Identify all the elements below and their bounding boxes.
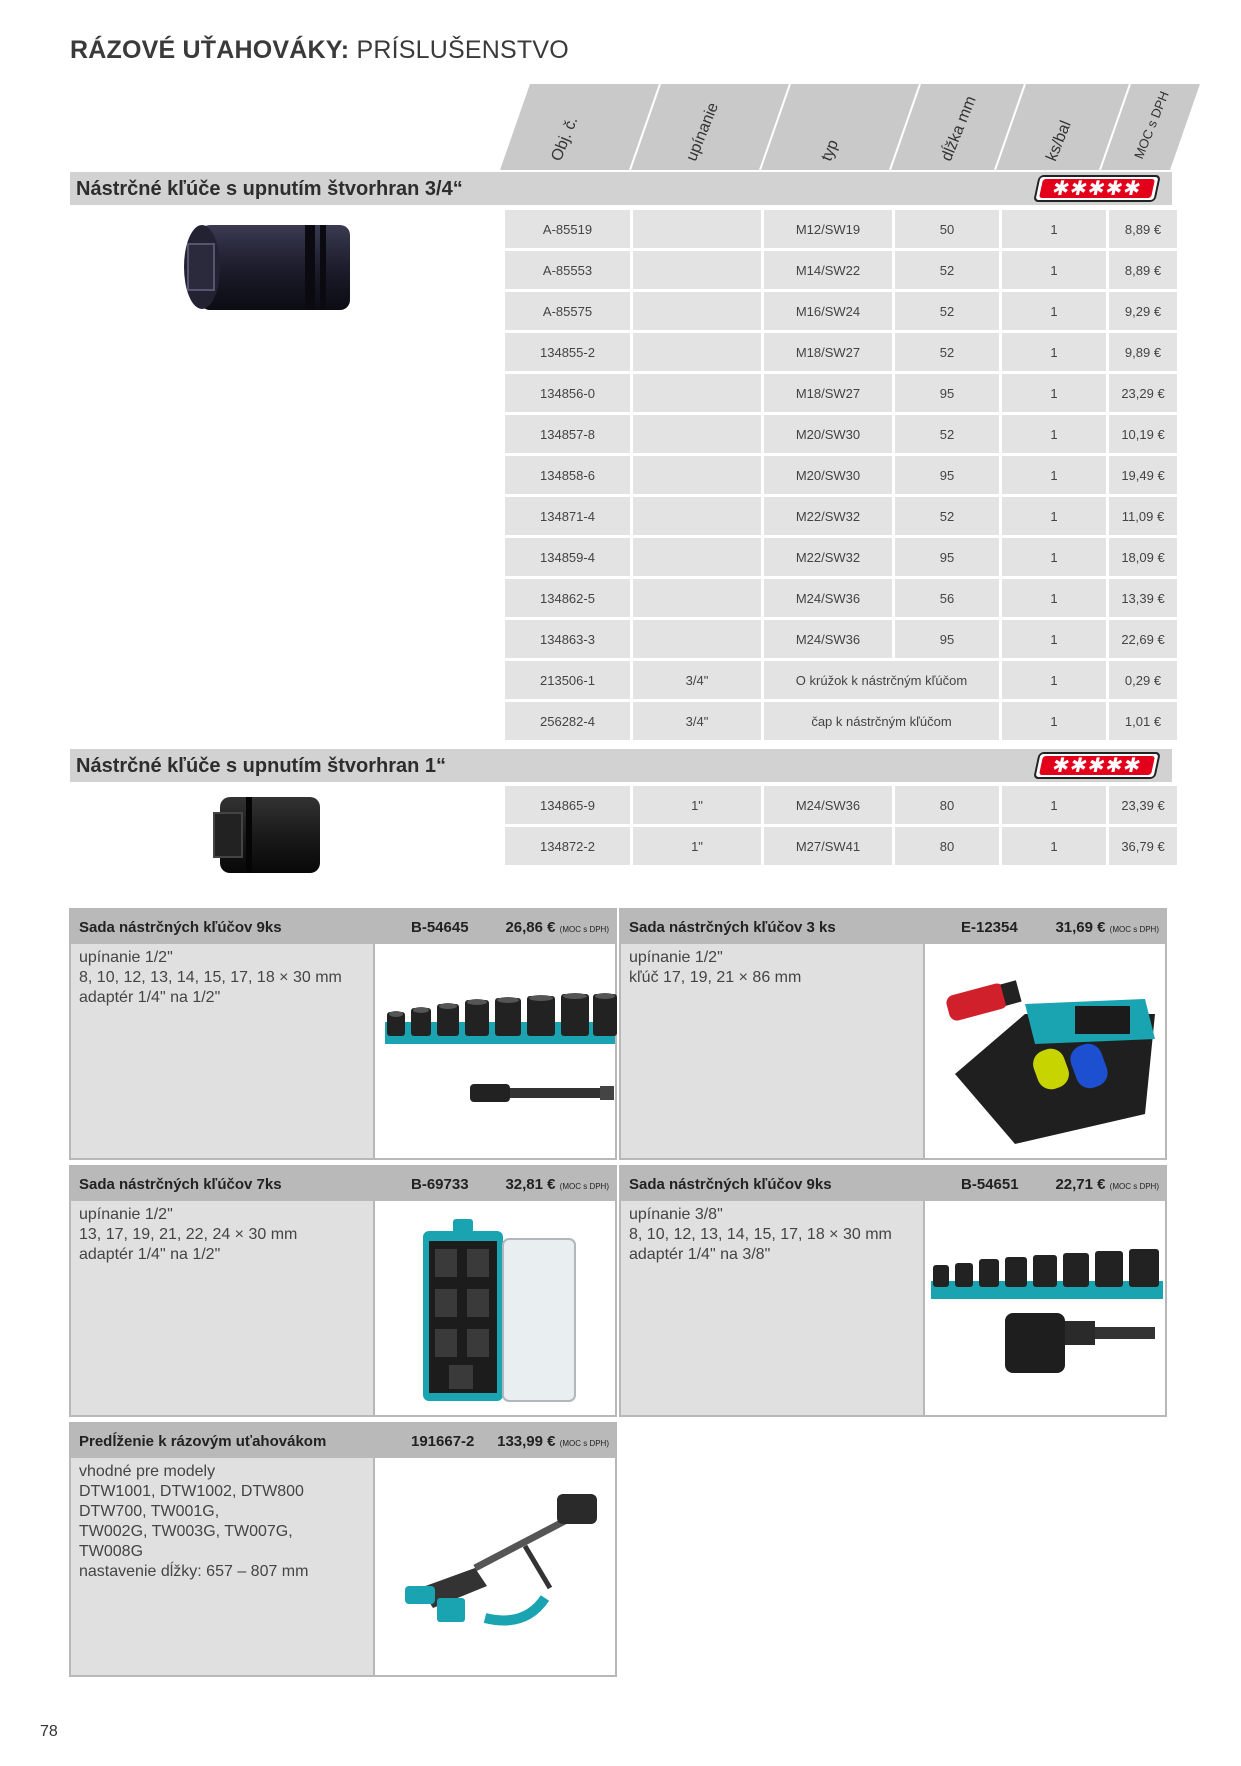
socket-set-image bbox=[375, 944, 619, 1158]
table-cell-up bbox=[633, 292, 761, 330]
table-row bbox=[505, 702, 1177, 740]
table-cell-num: 134871-4 bbox=[505, 497, 630, 535]
table-cell-up bbox=[633, 333, 761, 371]
set-price-value: 22,71 € bbox=[1055, 1176, 1106, 1193]
table-cell-pr: 19,49 € bbox=[1109, 456, 1177, 494]
table-cell-pr: 18,09 € bbox=[1109, 538, 1177, 576]
set-description bbox=[71, 944, 373, 1158]
table-cell-typ: M24/SW36 bbox=[764, 620, 892, 658]
table-cell-typ: M24/SW36 bbox=[764, 786, 892, 824]
set-line: nastavenie dĺžky: 657 – 807 mm bbox=[79, 1563, 309, 1580]
table-cell-up: 3/4" bbox=[633, 661, 761, 699]
table-cell-up bbox=[633, 456, 761, 494]
table-cell-num: 134872-2 bbox=[505, 827, 630, 865]
table-cell-up: 1" bbox=[633, 827, 761, 865]
set-price-value: 26,86 € bbox=[505, 919, 556, 936]
table-row bbox=[505, 579, 1177, 617]
set-header bbox=[71, 910, 615, 944]
table-cell-num: 134858-6 bbox=[505, 456, 630, 494]
socket-case-image bbox=[375, 1201, 619, 1415]
set-box-191667-2 bbox=[69, 1422, 617, 1677]
set-name: Sada nástrčných kľúčov 3 ks bbox=[629, 919, 836, 936]
table-row bbox=[505, 827, 1177, 865]
table-cell-pr: 13,39 € bbox=[1109, 579, 1177, 617]
column-header-obj: Obj. č. bbox=[548, 114, 582, 164]
table-cell-typ: M12/SW19 bbox=[764, 210, 892, 248]
set-code: B-54645 bbox=[411, 919, 469, 936]
table-row bbox=[505, 620, 1177, 658]
set-box-b-54645 bbox=[69, 908, 617, 1160]
rating-stars-badge bbox=[1033, 752, 1161, 779]
table-cell-typ: M22/SW32 bbox=[764, 497, 892, 535]
set-description bbox=[621, 1201, 923, 1415]
table-cell-pr: 23,39 € bbox=[1109, 786, 1177, 824]
table-cell-pr: 22,69 € bbox=[1109, 620, 1177, 658]
section-title: Nástrčné kľúče s upnutím štvorhran 3/4“ bbox=[76, 178, 463, 200]
set-line: upínanie 3/8" bbox=[629, 1206, 723, 1223]
set-line: kľúč 17, 19, 21 × 86 mm bbox=[629, 969, 802, 986]
set-price-note: (MOC s DPH) bbox=[1109, 925, 1159, 934]
table-cell-pr: 0,29 € bbox=[1109, 661, 1177, 699]
table-cell-pr: 9,89 € bbox=[1109, 333, 1177, 371]
set-line: adaptér 1/4" na 3/8" bbox=[629, 1246, 771, 1263]
table-cell-num: 134862-5 bbox=[505, 579, 630, 617]
table-cell-typ: čap k nástrčným kľúčom bbox=[764, 702, 999, 740]
table-cell-dl: 95 bbox=[895, 374, 999, 412]
set-price-note: (MOC s DPH) bbox=[559, 925, 609, 934]
column-header-moc: MOC s DPH bbox=[1131, 89, 1172, 161]
table-cell-typ: M16/SW24 bbox=[764, 292, 892, 330]
table-row bbox=[505, 538, 1177, 576]
table-cell-up bbox=[633, 374, 761, 412]
table-cell-pr: 11,09 € bbox=[1109, 497, 1177, 535]
set-line: TW002G, TW003G, TW007G, bbox=[79, 1523, 293, 1540]
set-price-value: 32,81 € bbox=[505, 1176, 556, 1193]
set-box-b-54651 bbox=[619, 1165, 1167, 1417]
table-cell-num: A-85553 bbox=[505, 251, 630, 289]
table-cell-pr: 8,89 € bbox=[1109, 210, 1177, 248]
table-cell-ks: 1 bbox=[1002, 251, 1106, 289]
set-description bbox=[71, 1201, 373, 1415]
table-row bbox=[505, 251, 1177, 289]
set-line: upínanie 1/2" bbox=[79, 1206, 173, 1223]
table-cell-num: 213506-1 bbox=[505, 661, 630, 699]
table-cell-up bbox=[633, 251, 761, 289]
set-price-note: (MOC s DPH) bbox=[559, 1182, 609, 1191]
table-cell-typ: M27/SW41 bbox=[764, 827, 892, 865]
set-line: adaptér 1/4" na 1/2" bbox=[79, 989, 221, 1006]
set-price bbox=[505, 919, 609, 936]
table-row bbox=[505, 374, 1177, 412]
table-cell-num: 134859-4 bbox=[505, 538, 630, 576]
set-code: B-54651 bbox=[961, 1176, 1019, 1193]
table-cell-num: 134856-0 bbox=[505, 374, 630, 412]
set-line: upínanie 1/2" bbox=[79, 949, 173, 966]
table-cell-num: 134865-9 bbox=[505, 786, 630, 824]
table-row bbox=[505, 210, 1177, 248]
set-line: 13, 17, 19, 21, 22, 24 × 30 mm bbox=[79, 1226, 298, 1243]
table-cell-num: 134857-8 bbox=[505, 415, 630, 453]
set-image bbox=[373, 944, 615, 1158]
set-description bbox=[71, 1458, 373, 1675]
table-cell-num: 134855-2 bbox=[505, 333, 630, 371]
table-cell-pr: 9,29 € bbox=[1109, 292, 1177, 330]
table-cell-ks: 1 bbox=[1002, 210, 1106, 248]
table-cell-up: 1" bbox=[633, 786, 761, 824]
rating-stars-badge bbox=[1033, 175, 1161, 202]
set-header bbox=[621, 910, 1165, 944]
table-cell-up bbox=[633, 579, 761, 617]
table-cell-dl: 52 bbox=[895, 415, 999, 453]
impact-socket-1-image bbox=[210, 795, 325, 880]
set-box-e-12354 bbox=[619, 908, 1167, 1160]
table-cell-typ: M22/SW32 bbox=[764, 538, 892, 576]
table-cell-ks: 1 bbox=[1002, 374, 1106, 412]
impact-socket-3-4-image bbox=[180, 220, 355, 320]
table-cell-ks: 1 bbox=[1002, 579, 1106, 617]
set-box-b-69733 bbox=[69, 1165, 617, 1417]
set-image bbox=[923, 1201, 1165, 1415]
table-cell-up bbox=[633, 210, 761, 248]
set-description bbox=[621, 944, 923, 1158]
table-row bbox=[505, 497, 1177, 535]
column-header-upinanie: upínanie bbox=[683, 100, 723, 164]
set-header bbox=[71, 1167, 615, 1201]
table-cell-ks: 1 bbox=[1002, 827, 1106, 865]
set-price bbox=[1055, 919, 1159, 936]
table-cell-up bbox=[633, 497, 761, 535]
column-header bbox=[500, 84, 1200, 170]
set-name: Predĺženie k rázovým uťahovákom bbox=[79, 1433, 327, 1450]
table-cell-ks: 1 bbox=[1002, 292, 1106, 330]
set-code: E-12354 bbox=[961, 919, 1018, 936]
table-row bbox=[505, 415, 1177, 453]
table-cell-num: 256282-4 bbox=[505, 702, 630, 740]
table-row bbox=[505, 786, 1177, 824]
table-cell-num: 134863-3 bbox=[505, 620, 630, 658]
set-code: B-69733 bbox=[411, 1176, 469, 1193]
table-cell-up: 3/4" bbox=[633, 702, 761, 740]
table-cell-up bbox=[633, 620, 761, 658]
table-cell-dl: 80 bbox=[895, 786, 999, 824]
page-title-main: RÁZOVÉ UŤAHOVÁKY: bbox=[70, 36, 350, 64]
table-cell-dl: 50 bbox=[895, 210, 999, 248]
column-header-background bbox=[500, 84, 1200, 170]
set-name: Sada nástrčných kľúčov 7ks bbox=[79, 1176, 282, 1193]
set-line: 8, 10, 12, 13, 14, 15, 17, 18 × 30 mm bbox=[629, 1226, 892, 1243]
section-bar-3-4 bbox=[70, 172, 1172, 205]
table-cell-dl: 95 bbox=[895, 538, 999, 576]
stars-icon: ✱✱✱✱✱ bbox=[1039, 179, 1155, 198]
table-cell-ks: 1 bbox=[1002, 786, 1106, 824]
set-price-value: 133,99 € bbox=[497, 1433, 556, 1450]
table-cell-pr: 10,19 € bbox=[1109, 415, 1177, 453]
table-row bbox=[505, 333, 1177, 371]
table-cell-ks: 1 bbox=[1002, 497, 1106, 535]
extension-tool-image bbox=[375, 1458, 619, 1675]
set-line: TW008G bbox=[79, 1543, 144, 1560]
set-price-value: 31,69 € bbox=[1055, 919, 1106, 936]
set-name: Sada nástrčných kľúčov 9ks bbox=[629, 1176, 832, 1193]
set-price-note: (MOC s DPH) bbox=[559, 1439, 609, 1448]
table-row bbox=[505, 292, 1177, 330]
table-cell-up bbox=[633, 538, 761, 576]
table-cell-dl: 52 bbox=[895, 333, 999, 371]
set-line: vhodné pre modely bbox=[79, 1463, 216, 1480]
column-header-typ: typ bbox=[818, 137, 843, 164]
table-cell-ks: 1 bbox=[1002, 333, 1106, 371]
page-number: 78 bbox=[40, 1723, 58, 1740]
set-line: DTW1001, DTW1002, DTW800 bbox=[79, 1483, 304, 1500]
set-image bbox=[373, 1458, 615, 1675]
set-image bbox=[373, 1201, 615, 1415]
stars-icon: ✱✱✱✱✱ bbox=[1039, 756, 1155, 775]
table-cell-typ: M18/SW27 bbox=[764, 333, 892, 371]
table-cell-ks: 1 bbox=[1002, 620, 1106, 658]
socket-pouch-image bbox=[925, 944, 1169, 1158]
set-line: adaptér 1/4" na 1/2" bbox=[79, 1246, 221, 1263]
set-price bbox=[497, 1433, 609, 1450]
table-cell-pr: 23,29 € bbox=[1109, 374, 1177, 412]
set-line: 8, 10, 12, 13, 14, 15, 17, 18 × 30 mm bbox=[79, 969, 342, 986]
table-cell-ks: 1 bbox=[1002, 538, 1106, 576]
table-cell-ks: 1 bbox=[1002, 456, 1106, 494]
set-code: 191667-2 bbox=[411, 1433, 475, 1450]
table-cell-dl: 52 bbox=[895, 251, 999, 289]
table-cell-dl: 52 bbox=[895, 497, 999, 535]
table-cell-typ: M20/SW30 bbox=[764, 456, 892, 494]
set-price-note: (MOC s DPH) bbox=[1109, 1182, 1159, 1191]
table-cell-dl: 95 bbox=[895, 456, 999, 494]
table-cell-num: A-85575 bbox=[505, 292, 630, 330]
table-cell-dl: 80 bbox=[895, 827, 999, 865]
table-cell-ks: 1 bbox=[1002, 415, 1106, 453]
table-cell-typ: M14/SW22 bbox=[764, 251, 892, 289]
product-table-3-4 bbox=[502, 207, 1180, 743]
column-header-ks: ks/bal bbox=[1043, 118, 1075, 164]
table-cell-typ: M24/SW36 bbox=[764, 579, 892, 617]
set-header bbox=[621, 1167, 1165, 1201]
set-line: upínanie 1/2" bbox=[629, 949, 723, 966]
table-cell-ks: 1 bbox=[1002, 702, 1106, 740]
table-cell-pr: 8,89 € bbox=[1109, 251, 1177, 289]
table-row bbox=[505, 456, 1177, 494]
set-name: Sada nástrčných kľúčov 9ks bbox=[79, 919, 282, 936]
section-bar-1 bbox=[70, 749, 1172, 782]
set-price bbox=[505, 1176, 609, 1193]
table-cell-dl: 95 bbox=[895, 620, 999, 658]
socket-set-image bbox=[925, 1201, 1169, 1415]
set-image bbox=[923, 944, 1165, 1158]
column-header-dlzka: dĺžka mm bbox=[938, 93, 980, 164]
table-cell-typ: M20/SW30 bbox=[764, 415, 892, 453]
page-title-sub: PRÍSLUŠENSTVO bbox=[349, 36, 569, 64]
product-table-1 bbox=[502, 783, 1180, 868]
table-cell-pr: 36,79 € bbox=[1109, 827, 1177, 865]
set-line: DTW700, TW001G, bbox=[79, 1503, 220, 1520]
section-title: Nástrčné kľúče s upnutím štvorhran 1“ bbox=[76, 755, 447, 777]
set-header bbox=[71, 1424, 615, 1458]
table-cell-num: A-85519 bbox=[505, 210, 630, 248]
table-row bbox=[505, 661, 1177, 699]
table-cell-typ: M18/SW27 bbox=[764, 374, 892, 412]
table-cell-dl: 52 bbox=[895, 292, 999, 330]
page-title bbox=[70, 36, 569, 65]
table-cell-ks: 1 bbox=[1002, 661, 1106, 699]
table-cell-up bbox=[633, 415, 761, 453]
table-cell-typ: O krúžok k nástrčným kľúčom bbox=[764, 661, 999, 699]
table-cell-dl: 56 bbox=[895, 579, 999, 617]
set-price bbox=[1055, 1176, 1159, 1193]
table-cell-pr: 1,01 € bbox=[1109, 702, 1177, 740]
